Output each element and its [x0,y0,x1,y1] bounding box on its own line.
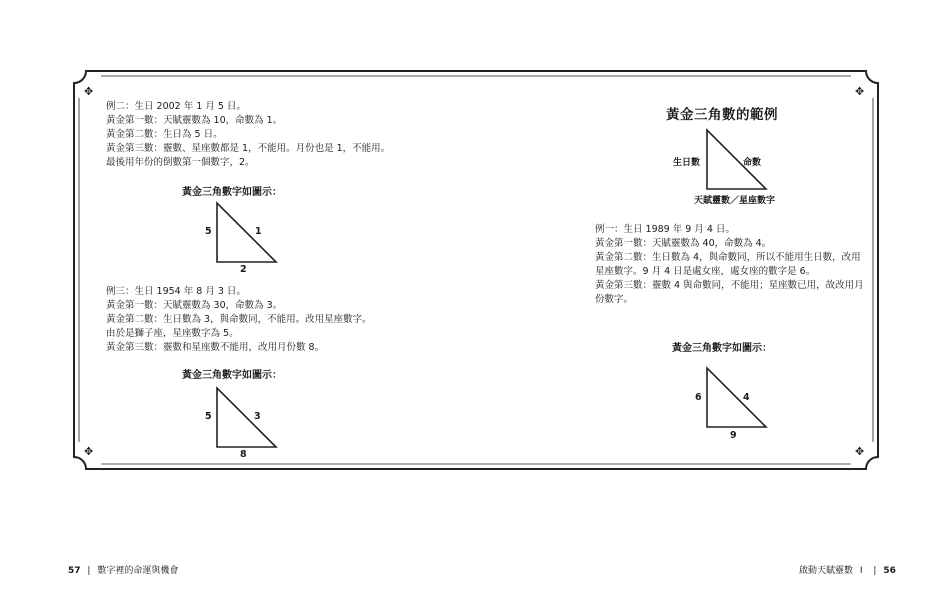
footer-separator: I [859,566,863,576]
example-line: 黃金第一數：天賦靈數為 10，命數為 1。 [106,115,283,126]
footer-left [68,563,178,576]
triangle-right-number: 1 [255,226,262,237]
golden-triangle [215,201,279,264]
golden-triangle [705,366,769,429]
page-number: 56 [883,566,896,576]
section-title: 黃金三角數的範例 [666,107,778,123]
triangle-caption: 黃金三角數字如圖示： [182,370,282,381]
example-line: 黃金第三數：靈數、星座數都是 1，不能用。月份也是 1，不能用。 [106,143,391,154]
example-line: 黃金第一數：天賦靈數為 40，命數為 4。 [595,238,772,249]
triangle-left-number: 5 [205,411,212,422]
example-line: 星座數字。9 月 4 日是處女座，處女座的數字是 6。 [595,266,816,277]
triangle-caption: 黃金三角數字如圖示： [672,343,772,354]
example-line: 例二：生日 2002 年 1 月 5 日。 [106,101,246,112]
page-number: 57 [68,566,81,576]
legend-right-label: 命數 [743,158,762,168]
golden-triangle [215,386,279,449]
footer-separator: | [87,566,91,576]
example-line: 黃金第三數：靈數 4 與命數同，不能用；星座數已用，故改用月 [595,280,864,291]
example-line: 黃金第一數：天賦靈數為 30，命數為 3。 [106,300,283,311]
triangle-right-number: 3 [254,411,261,422]
triangle-right-number: 4 [743,392,750,403]
corner-ornament-icon: ✥ [84,85,94,98]
example-line: 最後用年份的倒數第一個數字，2。 [106,157,255,168]
example-line: 例三：生日 1954 年 8 月 3 日。 [106,286,246,297]
triangle-left-number: 6 [695,392,702,403]
corner-ornament-icon: ✥ [855,85,865,98]
triangle-caption: 黃金三角數字如圖示： [182,187,282,198]
footer-separator: | [873,566,877,576]
corner-ornament-icon: ✥ [855,445,865,458]
example-line: 由於是獅子座，星座數字為 5。 [106,328,239,339]
example-line: 黃金第二數：生日為 5 日。 [106,129,223,140]
example-line: 份數字。 [595,294,634,305]
corner-ornament-icon: ✥ [84,445,94,458]
footer-right [799,563,896,576]
legend-left-label: 生日數 [673,158,701,168]
example-line: 黃金第二數：生日數為 4，與命數同，所以不能用生日數，改用 [595,252,861,263]
example-line: 黃金第三數：靈數和星座數不能用，改用月份數 8。 [106,342,325,353]
chapter-title: 啟動天賦靈數 [799,566,854,576]
triangle-left-number: 5 [205,226,212,237]
triangle-bottom-number: 9 [730,430,737,441]
legend-bottom-label: 天賦靈數／星座數字 [694,196,776,206]
triangle-bottom-number: 8 [240,449,247,460]
example-line: 黃金第二數：生日數為 3，與命數同，不能用。改用星座數字。 [106,314,372,325]
book-title: 數字裡的命運與機會 [97,566,179,576]
example-line: 例一：生日 1989 年 9 月 4 日。 [595,224,735,235]
triangle-bottom-number: 2 [240,264,247,275]
